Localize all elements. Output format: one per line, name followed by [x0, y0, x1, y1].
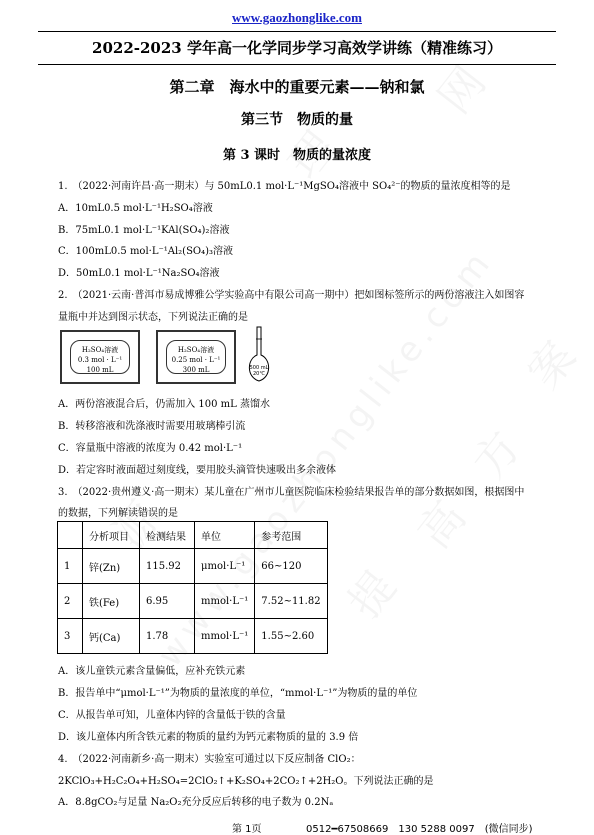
label-concentration: 0.3 mol · L⁻¹: [77, 356, 123, 364]
option-c: C．从报告单可知，儿童体内锌的含量低于铁的含量: [58, 710, 286, 721]
table-cell: 2: [58, 584, 83, 619]
question-stem: 2. （2021·云南·普洱市易成博雅公学实验高中有限公司高一期中）把如图标签所示的两份溶液注入如图容: [58, 290, 525, 301]
table-header-cell: [58, 522, 83, 549]
site-url-link[interactable]: www.gaozhonglike.com: [232, 10, 362, 25]
watermark-char: [455, 398, 546, 489]
option-d: D．若定容时液面超过刻度线，要用胶头滴管快速吸出多余液体: [58, 465, 337, 476]
table-row: [58, 584, 328, 619]
chapter-title: 第二章 海水中的重要元素——钠和氯: [169, 78, 425, 96]
option-a: A．该儿童铁元素含量偏低，应补充铁元素: [58, 666, 246, 677]
option-c: C．容量瓶中溶液的浓度为 0.42 mol·L⁻¹: [58, 443, 243, 454]
option-b: B．报告单中“μmol·L⁻¹”为物质的量浓度的单位，“mmol·L⁻¹”为物质的量的单位: [58, 688, 418, 699]
table-row: [58, 549, 328, 584]
label-name: H₂SO₄溶液: [177, 346, 215, 354]
table-cell: 66~120: [255, 549, 328, 584]
question-stem-cont: 的数据，下列解读错误的是: [58, 508, 178, 519]
option-d: D．该儿童体内所含铁元素的物质的量约为钙元素物质的量的 3.9 倍: [58, 732, 359, 743]
table-header-cell: 检测结果: [140, 522, 195, 549]
question-stem-cont: 量瓶中并达到图示状态，下列说法正确的是: [58, 312, 248, 323]
watermark-char: [330, 538, 421, 629]
table-cell: 3: [58, 619, 83, 654]
solution-label-2: [156, 330, 236, 384]
flask-temp: 20℃: [253, 371, 265, 377]
watermark-char: [400, 468, 491, 559]
question-stem: 3. （2022·贵州遵义·高一期末）某儿童在广州市儿童医院临床检验结果报告单的部分数据如图，根据图中: [58, 487, 525, 498]
header-divider: [38, 31, 556, 32]
table-header-cell: 分析项目: [83, 522, 140, 549]
option-a: A．两份溶液混合后，仍需加入 100 mL 蒸馏水: [58, 399, 270, 410]
table-cell: 铁(Fe): [83, 584, 140, 619]
option-c: C．100mL0.5 mol·L⁻¹Al₂(SO₄)₃溶液: [58, 246, 234, 257]
page-number: 第 1页: [232, 824, 262, 835]
header-divider: [38, 64, 556, 65]
table-cell: 115.92: [140, 549, 195, 584]
volumetric-flask-icon: [244, 325, 274, 385]
label-volume: 300 mL: [182, 366, 210, 374]
table-cell: 锌(Zn): [83, 549, 140, 584]
option-b: B．转移溶液和洗涤液时需要用玻璃棒引流: [58, 421, 246, 432]
option-b: B．75mL0.1 mol·L⁻¹KAl(SO₄)₂溶液: [58, 225, 230, 236]
table-cell: mmol·L⁻¹: [195, 584, 255, 619]
document-title: 2022-2023 学年高一化学同步学习高效学讲练（精准练习）: [92, 39, 502, 57]
question-stem: 4. （2022·河南新乡·高一期末）实验室可通过以下反应制备 ClO₂：: [58, 754, 361, 765]
table-cell: μmol·L⁻¹: [195, 549, 255, 584]
solution-label-1: [60, 330, 140, 384]
table-cell: 1.78: [140, 619, 195, 654]
table-cell: 1.55~2.60: [255, 619, 328, 654]
table-header-cell: 参考范围: [255, 522, 328, 549]
table-cell: 1: [58, 549, 83, 584]
lesson-title: 第 3 课时 物质的量浓度: [222, 148, 372, 163]
table-cell: 6.95: [140, 584, 195, 619]
watermark-char: [510, 308, 594, 399]
table-header-cell: 单位: [195, 522, 255, 549]
label-volume: 100 mL: [86, 366, 114, 374]
table-header-row: [58, 522, 328, 549]
table-cell: 7.52~11.82: [255, 584, 328, 619]
test-result-table: [57, 521, 328, 654]
option-a: A．8.8gCO₂与足量 Na₂O₂充分反应后转移的电子数为 0.2Nₐ: [58, 797, 334, 808]
question-stem: 1. （2022·河南许昌·高一期末）与 50mL0.1 mol·L⁻¹MgSO₄溶液中 SO₄²⁻的物质的量浓度相等的是: [58, 181, 511, 192]
section-title: 第三节 物质的量: [241, 112, 353, 128]
option-d: D．50mL0.1 mol·L⁻¹Na₂SO₄溶液: [58, 268, 220, 279]
table-cell: mmol·L⁻¹: [195, 619, 255, 654]
flask-volume: 500 mL: [249, 365, 269, 371]
contact-phone: 0512━67508669 130 5288 0097 (微信同步): [306, 824, 533, 835]
label-concentration: 0.25 mol · L⁻¹: [171, 356, 221, 364]
option-a: A．10mL0.5 mol·L⁻¹H₂SO₄溶液: [58, 203, 213, 214]
table-row: [58, 619, 328, 654]
table-cell: 钙(Ca): [83, 619, 140, 654]
reaction-equation: 2KClO₃+H₂C₂O₄+H₂SO₄=2ClO₂↑+K₂SO₄+2CO₂↑+2H₂O。下列说法正确的是: [58, 776, 434, 787]
label-name: H₂SO₄溶液: [81, 346, 119, 354]
